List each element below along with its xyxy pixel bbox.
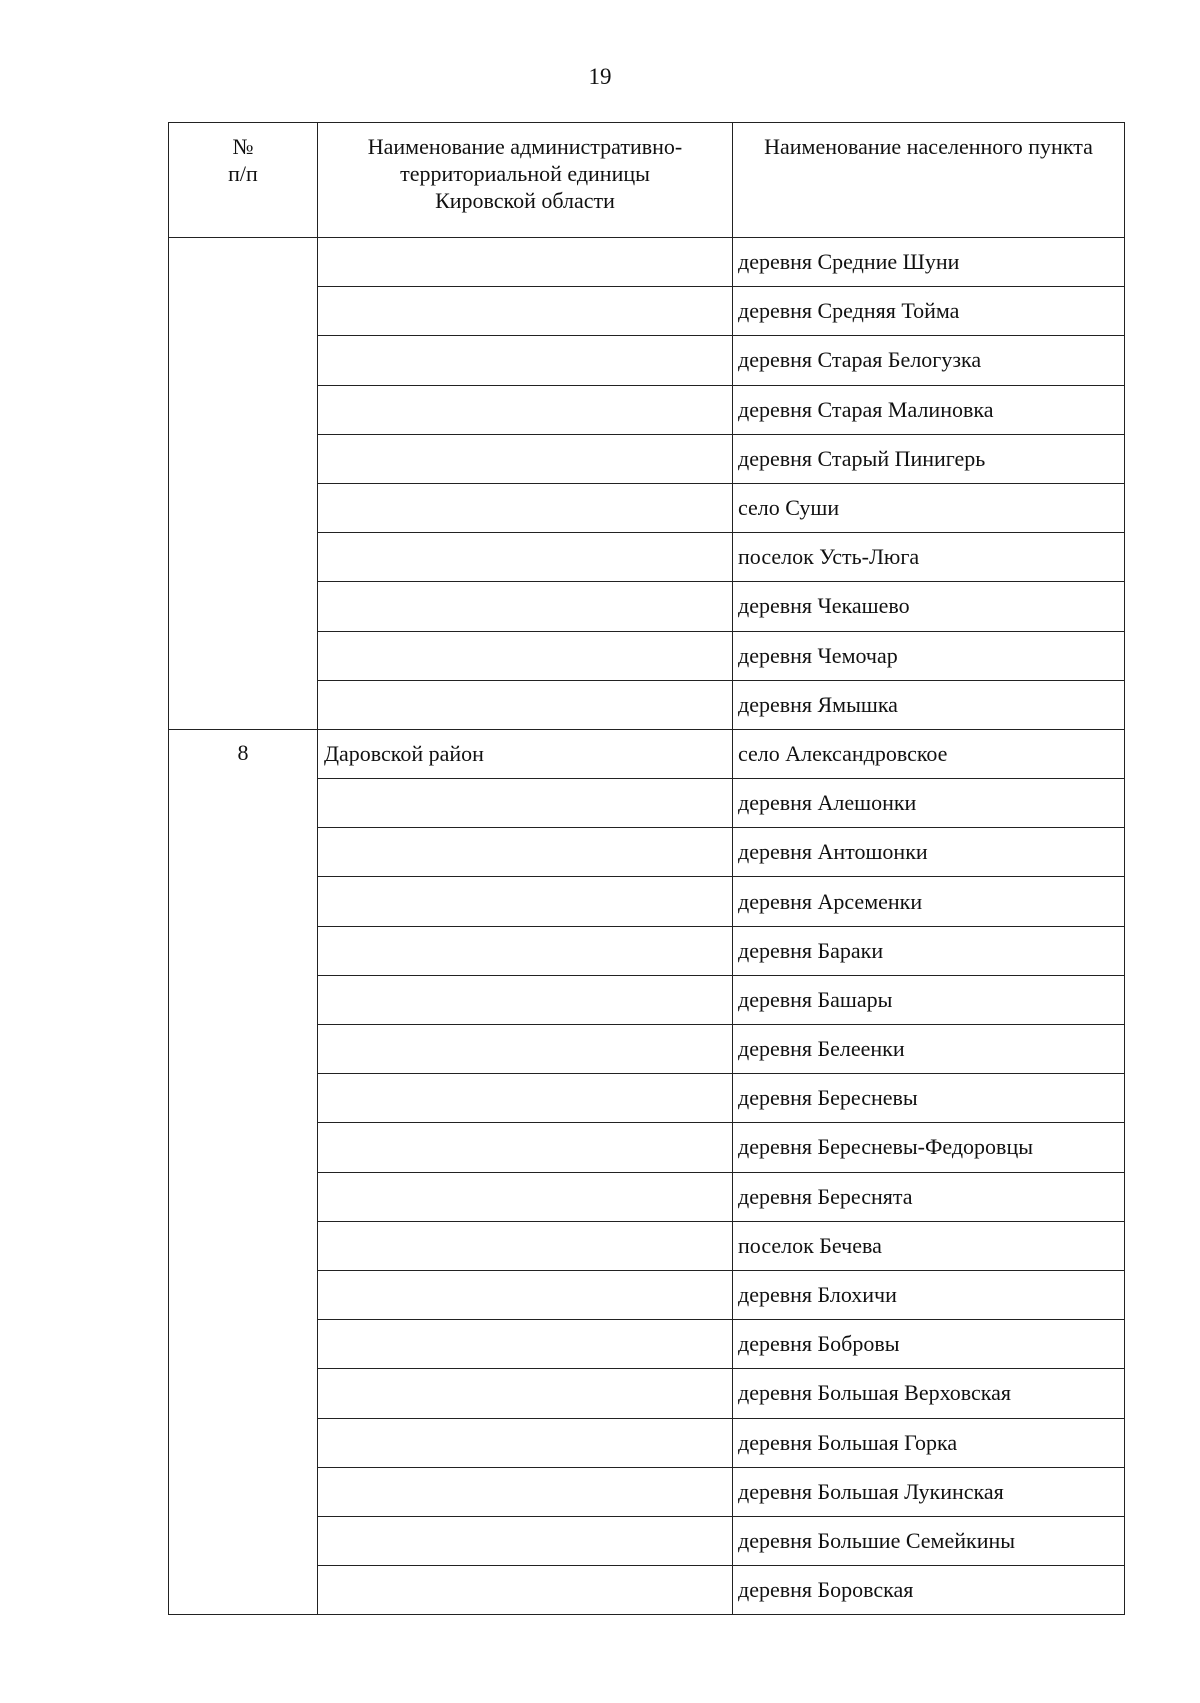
unit-name-cell <box>318 631 733 680</box>
settlement-name-cell: деревня Белеенки <box>733 1025 1125 1074</box>
unit-name-cell <box>318 975 733 1024</box>
settlement-name-cell: деревня Бересневы-Федоровцы <box>733 1123 1125 1172</box>
settlement-name-cell: деревня Старый Пинигерь <box>733 434 1125 483</box>
unit-name-cell <box>318 287 733 336</box>
table-body <box>169 238 1125 1615</box>
settlement-name-cell: деревня Большая Лукинская <box>733 1467 1125 1516</box>
unit-name-cell <box>318 385 733 434</box>
settlement-name-cell: деревня Блохичи <box>733 1270 1125 1319</box>
settlement-name-cell: село Александровское <box>733 729 1125 778</box>
unit-name-cell <box>318 533 733 582</box>
settlement-name-cell: деревня Чемочар <box>733 631 1125 680</box>
settlement-name-cell: поселок Бечева <box>733 1221 1125 1270</box>
unit-name-cell <box>318 1418 733 1467</box>
unit-name-cell <box>318 1074 733 1123</box>
unit-name-cell <box>318 779 733 828</box>
page-number: 19 <box>588 64 612 89</box>
settlement-name-cell: село Суши <box>733 483 1125 532</box>
settlement-name-cell: деревня Бараки <box>733 926 1125 975</box>
settlement-name-cell: деревня Боровская <box>733 1566 1125 1615</box>
table-row <box>169 238 1125 287</box>
unit-name-cell <box>318 1566 733 1615</box>
header-settlement: Наименование населенного пункта <box>733 123 1125 238</box>
settlement-name-cell: деревня Средняя Тойма <box>733 287 1125 336</box>
unit-name-cell <box>318 1467 733 1516</box>
unit-name-cell <box>318 483 733 532</box>
settlement-name-cell: деревня Башары <box>733 975 1125 1024</box>
unit-name-cell: Даровской район <box>318 729 733 778</box>
unit-name-cell <box>318 926 733 975</box>
header-num: № п/п <box>169 123 318 238</box>
settlement-name-cell: деревня Ямышка <box>733 680 1125 729</box>
unit-name-cell <box>318 1369 733 1418</box>
table-header <box>169 123 1125 238</box>
settlement-name-cell: деревня Антошонки <box>733 828 1125 877</box>
unit-name-cell <box>318 1025 733 1074</box>
settlement-name-cell: деревня Арсеменки <box>733 877 1125 926</box>
settlement-name-cell: деревня Старая Малиновка <box>733 385 1125 434</box>
unit-name-cell <box>318 434 733 483</box>
unit-name-cell <box>318 1516 733 1565</box>
settlement-name-cell: деревня Алешонки <box>733 779 1125 828</box>
unit-name-cell <box>318 680 733 729</box>
unit-name-cell <box>318 582 733 631</box>
header-row <box>169 123 1125 238</box>
unit-name-cell <box>318 828 733 877</box>
settlement-name-cell: деревня Бересневы <box>733 1074 1125 1123</box>
unit-name-cell <box>318 877 733 926</box>
unit-name-cell <box>318 1270 733 1319</box>
settlement-name-cell: деревня Старая Белогузка <box>733 336 1125 385</box>
settlement-name-cell: деревня Береснята <box>733 1172 1125 1221</box>
unit-name-cell <box>318 1320 733 1369</box>
settlement-name-cell: деревня Чекашево <box>733 582 1125 631</box>
settlement-name-cell: деревня Большая Верховская <box>733 1369 1125 1418</box>
table-row <box>169 729 1125 778</box>
settlement-name-cell: поселок Усть-Люга <box>733 533 1125 582</box>
header-unit: Наименование административно- территориальной единицы Кировской области <box>318 123 733 238</box>
settlement-name-cell: деревня Бобровы <box>733 1320 1125 1369</box>
settlement-name-cell: деревня Средние Шуни <box>733 238 1125 287</box>
settlement-name-cell: деревня Большая Горка <box>733 1418 1125 1467</box>
settlements-table <box>168 122 1125 1615</box>
settlement-name-cell: деревня Большие Семейкины <box>733 1516 1125 1565</box>
row-number-cell <box>169 238 318 730</box>
unit-name-cell <box>318 1172 733 1221</box>
unit-name-cell <box>318 238 733 287</box>
unit-name-cell <box>318 1123 733 1172</box>
row-number-cell: 8 <box>169 729 318 1614</box>
unit-name-cell <box>318 336 733 385</box>
unit-name-cell <box>318 1221 733 1270</box>
